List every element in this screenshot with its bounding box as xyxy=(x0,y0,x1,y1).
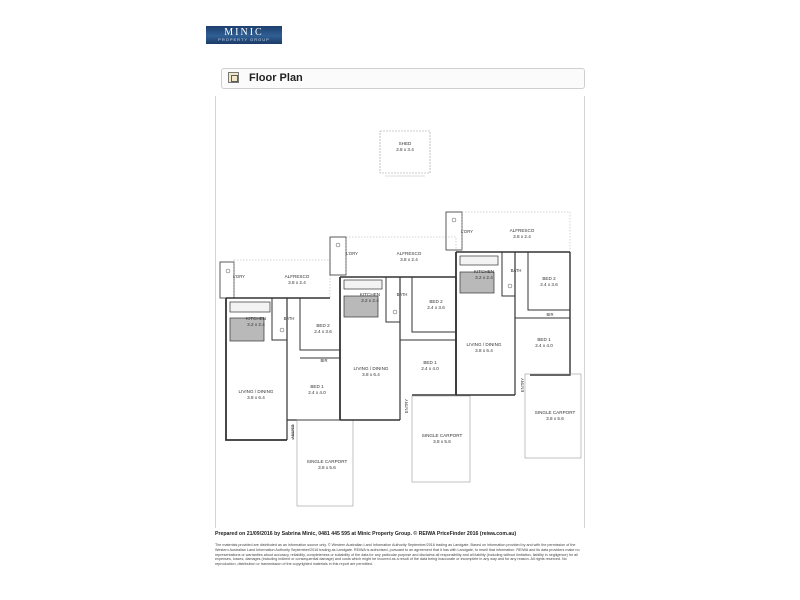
unit1-toilet xyxy=(280,328,284,332)
room-unit2-bed1: BED 1 2.4 x 4.0 xyxy=(421,360,439,371)
room-unit1-living: LIVING / DINING 3.8 x 6.4 xyxy=(238,389,274,400)
prepared-by-line: Prepared on 21/09/2016 by Sabrina Minic, 0481 445 595 at Minic Property Group. © REIWA PriceFinder 2016 (reiwa.com.au) xyxy=(215,531,517,537)
unit1-laundry-wall xyxy=(220,262,234,298)
unit1-alfresco-outline xyxy=(234,260,330,298)
unit3-laundry-wall xyxy=(446,212,462,250)
unit3-toilet xyxy=(508,284,512,288)
room-unit1-bed1: BED 1 2.4 x 4.0 xyxy=(308,384,326,395)
disclaimer-text: The materials provided are distributed as an information source only. © Western Australian Land Information Authority September/2016 trading as Landgate. Based on information provided by and with the permission of the Western Australian Land Information Authority September/2016 trading as Landgate. REIWA is authorised, pursuant to an agreement that it has with Landgate, to resell that information. REIWA and its data providers make no representations or warranties about accuracy, reliability, completeness or suitability of the data for any particular purpose and disclaims all responsibility and all liability (including without limitation, liability in negligence) for all expenses, losses, damages (including indirect or consequential damage) and costs which might be incurred as a result of the data being inaccurate or incomplete in any way and for any reason. All rights reserved. No reproduction, distribution or transmission of the copyrighted materials in this report are permitted. xyxy=(215,543,580,567)
room-unit3-bir: BIR xyxy=(546,312,554,317)
room-unit2-laundry: L'DRY xyxy=(346,251,358,256)
unit2-toilet xyxy=(393,310,397,314)
room-unit1-bed2: BED 2 2.4 x 3.6 xyxy=(314,323,332,334)
unit2-laundry-wall xyxy=(330,237,346,275)
room-unit3-kitchen: KITCHEN 3.2 x 2.4 xyxy=(473,269,495,280)
room-unit3-carport: SINGLE CARPORT 3.8 x 5.6 xyxy=(534,410,576,421)
room-unit1-bath: BATH xyxy=(283,316,295,321)
unit3-laundry-tub xyxy=(452,218,456,222)
room-unit2-kitchen: KITCHEN 3.2 x 2.4 xyxy=(359,292,381,303)
unit1-kitchen-bench xyxy=(230,302,270,312)
room-unit2-living: LIVING / DINING 3.8 x 6.4 xyxy=(353,366,389,377)
entry-label-unit1: ENTRY xyxy=(290,424,295,440)
room-unit3-bed1: BED 1 2.4 x 4.0 xyxy=(535,337,553,348)
room-unit3-bed2: BED 2 2.4 x 3.6 xyxy=(540,276,558,287)
page-title: Floor Plan xyxy=(249,72,303,84)
room-unit3-laundry: L'DRY xyxy=(461,229,473,234)
unit3-bath-wall xyxy=(502,252,515,296)
room-unit3-alfresco: ALFRESCO 3.8 x 2.4 xyxy=(509,228,535,239)
room-unit3-living: LIVING / DINING 3.8 x 6.4 xyxy=(466,342,502,353)
logo-tagline: PROPERTY GROUP xyxy=(218,37,270,42)
logo-name: MINIC xyxy=(224,27,264,38)
room-unit1-alfresco: ALFRESCO 3.8 x 2.4 xyxy=(284,274,310,285)
room-unit2-carport: SINGLE CARPORT 3.8 x 5.6 xyxy=(421,433,463,444)
unit1-laundry-tub xyxy=(226,269,230,273)
room-unit2-alfresco: ALFRESCO 3.8 x 2.4 xyxy=(396,251,422,262)
unit3-kitchen-bench xyxy=(460,256,498,265)
room-shed: SHED 2.8 x 3.4 xyxy=(396,141,414,152)
report-footer xyxy=(215,531,585,567)
unit2-bath-wall xyxy=(386,277,400,322)
unit2-laundry-tub xyxy=(336,243,340,247)
room-unit1-carport: SINGLE CARPORT 3.8 x 5.6 xyxy=(306,459,348,470)
room-unit1-bir: BIR xyxy=(320,358,328,363)
room-unit2-bed2: BED 2 2.4 x 3.6 xyxy=(427,299,445,310)
entry-label-unit3: ENTRY xyxy=(520,377,525,393)
room-unit1-kitchen: KITCHEN 3.2 x 2.4 xyxy=(245,316,267,327)
unit2-right-wall xyxy=(412,277,456,395)
room-unit2-bath: BATH xyxy=(396,292,408,297)
entry-label-unit2: ENTRY xyxy=(404,398,409,414)
room-unit3-bath: BATH xyxy=(510,268,522,273)
room-unit1-laundry: L'DRY xyxy=(233,274,245,279)
unit2-kitchen-bench xyxy=(344,280,382,289)
